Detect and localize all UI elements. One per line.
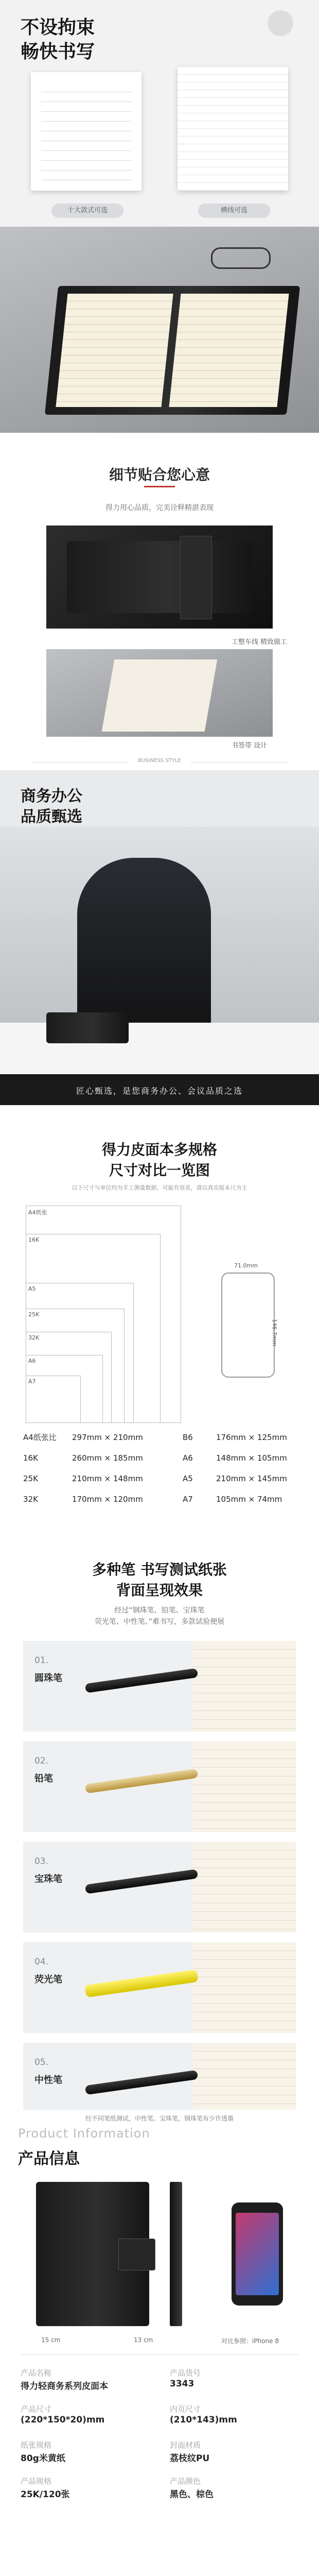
info-value: 3343 <box>170 2379 194 2389</box>
pen-name: 圆珠笔 <box>34 1673 62 1684</box>
pen-test-paper <box>193 1842 296 1933</box>
business-slogan: 匠心甄选，是您商务办公、会议品质之选 <box>76 1086 243 1096</box>
info-title: 产品信息 <box>18 2150 80 2168</box>
detail-label-bookmark: 书签带 设计 <box>232 742 268 750</box>
info-value: 黑色、棕色 <box>170 2489 214 2500</box>
pen-number: 02. <box>34 1756 49 1766</box>
product-notebook-side <box>170 2182 182 2326</box>
info-value: 荔枝纹PU <box>170 2453 210 2464</box>
pen-name: 铅笔 <box>34 1773 53 1784</box>
slogan-bar <box>0 1074 319 1105</box>
notebook-strap <box>118 2239 155 2270</box>
info-label: 产品颜色 <box>170 2477 201 2486</box>
info-label: 纸张规格 <box>21 2441 52 2450</box>
phone-height-label: 146.7mm <box>271 1319 278 1346</box>
size-label-a6: A6 <box>28 1358 36 1364</box>
table-cell: 16K <box>23 1453 38 1463</box>
size-label-a5: A5 <box>28 1285 36 1292</box>
open-notebook-right-page <box>169 294 289 407</box>
glasses-shape <box>211 247 271 269</box>
detail-photo-stitch <box>46 526 273 629</box>
phone-width-label: 71.0mm <box>234 1262 258 1269</box>
table-cell: 297mm × 210mm <box>72 1433 143 1442</box>
pens-title-line1: 多种笔 书写测试纸张 <box>92 1561 227 1578</box>
dim-phone: 对比参照：iPhone 8 <box>221 2337 279 2345</box>
detail-label-stitch: 工整车线 精致做工 <box>232 638 288 646</box>
detail-footer <box>0 755 319 770</box>
pen-number: 03. <box>34 1856 49 1867</box>
pen-test-paper <box>193 1741 296 1832</box>
bag-icon <box>268 10 293 36</box>
info-label: 产品货号 <box>170 2368 201 2378</box>
pen-icon <box>85 1869 198 1894</box>
table-cell: 176mm × 125mm <box>216 1433 287 1442</box>
info-value: 得力轻商务系列皮面本 <box>21 2381 108 2392</box>
notebook-page-right <box>178 67 288 191</box>
size-label-a7: A7 <box>28 1378 36 1385</box>
pen-test-paper <box>193 1942 296 2033</box>
table-cell: 148mm × 105mm <box>216 1453 287 1463</box>
pen-name: 宝珠笔 <box>34 1874 62 1885</box>
pen-sample-highlighter <box>23 1942 296 2033</box>
size-label-25k: 25K <box>28 1311 40 1318</box>
pen-sample-ballpoint <box>23 1641 296 1732</box>
hero-title-line2: 畅快书写 <box>21 41 95 62</box>
open-notebook-photo <box>0 227 319 433</box>
table-cell: 25K <box>23 1474 38 1483</box>
dim-left: 15 cm <box>41 2336 61 2344</box>
pencil-icon <box>85 1769 198 1793</box>
phone-outline <box>221 1273 275 1378</box>
product-notebook <box>36 2182 149 2326</box>
open-notebook-left-page <box>56 294 173 407</box>
info-eyebrow: Product Information <box>18 2126 150 2141</box>
size-table <box>0 1427 319 1515</box>
bookmark-pages <box>102 659 218 732</box>
detail-title: 细节贴合您心意 <box>109 466 210 483</box>
info-value: 80g米黄纸 <box>21 2453 65 2464</box>
table-cell: 210mm × 145mm <box>216 1474 287 1483</box>
strap-shape <box>180 536 212 619</box>
sizes-subtitle: 以下尺寸与单位均为手工测量数据，可能有误差，请以真实版本尺为主 <box>72 1184 247 1191</box>
table-cell: 32K <box>23 1495 38 1504</box>
sizes-title-line2: 尺寸对比一览图 <box>109 1162 210 1179</box>
pen-number: 01. <box>34 1655 49 1666</box>
pens-desc-line2: 荧光笔、中性笔、”难书写，多款试验便展 <box>94 1618 225 1626</box>
pen-test-paper <box>193 2043 296 2110</box>
info-value: (220*150*20)mm <box>21 2415 105 2425</box>
table-cell: A4纸张比 <box>23 1433 57 1442</box>
pen-sample-pencil <box>23 1741 296 1832</box>
business-section <box>0 770 319 1105</box>
info-label: 内页尺寸 <box>170 2404 201 2414</box>
table-row <box>0 1489 319 1510</box>
info-label: 封面材质 <box>170 2441 201 2450</box>
closed-notebook <box>67 541 252 613</box>
pens-footnote: 经不同笔纸测试，中性笔、宝珠笔，钢珠笔有少许透墨 <box>85 2115 234 2122</box>
business-title-line1: 商务办公 <box>21 787 82 805</box>
sizes-section <box>0 1105 319 1517</box>
pens-desc-line1: 经过“钢珠笔、铅笔、宝珠笔 <box>114 1606 205 1615</box>
phone-reference <box>232 2202 283 2306</box>
pen-number: 04. <box>34 1957 49 1967</box>
info-label: 产品名称 <box>21 2368 52 2378</box>
size-label-32k: 32K <box>28 1334 40 1341</box>
hero-title-line1: 不设拘束 <box>21 16 95 38</box>
table-cell: 105mm × 74mm <box>216 1495 282 1504</box>
info-label: 产品尺寸 <box>21 2404 52 2414</box>
info-divider <box>21 2354 298 2355</box>
pen-name: 中性笔 <box>34 2075 62 2086</box>
sizes-title-line1: 得力皮面本多规格 <box>101 1141 217 1158</box>
detail-section <box>0 433 319 752</box>
pen-icon <box>85 2070 198 2095</box>
info-value: 25K/120张 <box>21 2489 70 2500</box>
badge-styles: 十大款式可选 <box>51 204 123 218</box>
info-section <box>0 2125 319 2576</box>
phone-screen <box>236 2213 279 2295</box>
info-value: (210*143)mm <box>170 2415 237 2425</box>
table-cell: 260mm × 185mm <box>72 1453 143 1463</box>
pen-sample-rollerball <box>23 1842 296 1933</box>
footer-brand: BUSINESS STYLE <box>138 758 181 764</box>
businessman-photo <box>0 827 319 1074</box>
hero-section <box>0 0 319 227</box>
pen-icon <box>85 1668 198 1693</box>
table-row <box>0 1468 319 1489</box>
table-cell: B6 <box>183 1433 193 1442</box>
detail-subtitle: 得力用心品质，完美诠释精湛表现 <box>105 504 214 512</box>
page-form-lines <box>41 82 131 180</box>
info-label: 产品规格 <box>21 2477 52 2486</box>
pens-title-line2: 背面呈现效果 <box>116 1582 203 1599</box>
size-label-16k: 16K <box>28 1236 40 1243</box>
table-row <box>0 1427 319 1448</box>
table-cell: A6 <box>183 1453 193 1463</box>
highlighter-icon <box>84 1970 198 1997</box>
detail-photo-bookmark <box>46 649 273 737</box>
pen-number: 05. <box>34 2057 49 2067</box>
dim-middle: 13 cm <box>134 2336 153 2344</box>
pens-section <box>0 1517 319 2125</box>
size-label-a4: A4纸张 <box>28 1209 47 1216</box>
pen-sample-gel <box>23 2043 296 2110</box>
badge-lines: 横线可选 <box>198 204 270 218</box>
pen-name: 荧光笔 <box>34 1974 62 1985</box>
table-cell: 170mm × 120mm <box>72 1495 143 1504</box>
notebook-page-left <box>31 72 141 191</box>
table-row <box>0 1448 319 1468</box>
desk-notebook <box>46 1012 129 1043</box>
business-title-line2: 品质甄选 <box>21 808 82 826</box>
pen-test-paper <box>193 1641 296 1732</box>
detail-title-underline <box>144 486 175 487</box>
table-cell: 210mm × 148mm <box>72 1474 143 1483</box>
open-notebook <box>45 286 300 415</box>
table-cell: A7 <box>183 1495 193 1504</box>
table-cell: A5 <box>183 1474 193 1483</box>
